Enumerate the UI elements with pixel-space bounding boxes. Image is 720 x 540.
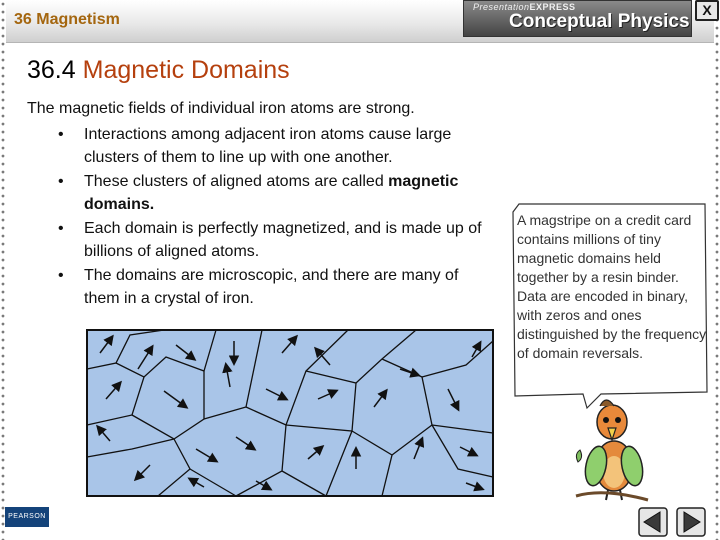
bullet-text: These clusters of aligned atoms are called [84,173,389,190]
close-button[interactable]: X [695,0,719,21]
brand-title: Conceptual Physics [509,11,690,32]
next-slide-button[interactable] [676,507,706,537]
bird-mascot-icon [574,392,650,504]
intro-text: The magnetic fields of individual iron atoms are strong. [27,100,415,117]
left-dotted-border [0,0,6,540]
bullet-item [58,217,494,263]
slide-title-text: Magnetic Domains [82,56,290,84]
bullet-bold-term: magnetic domains. [84,173,459,213]
bullet-marker: • [58,173,64,190]
section-title: 36 Magnetism [14,11,120,28]
bullet-text: Interactions among adjacent iron atoms cause large clusters of them to line up with one another. [84,126,452,166]
bullet-text: Each domain is perfectly magnetized, and is made up of billions of aligned atoms. [84,220,482,260]
header-bar [6,0,714,43]
bullet-list [58,123,494,311]
slide-title [27,56,290,85]
bullet-marker: • [58,220,64,237]
brand-tagline: PresentationEXPRESS [473,2,576,12]
speech-bubble [509,200,711,410]
bullet-text: The domains are microscopic, and there are many of them in a crystal of iron. [84,267,459,307]
speech-bubble-text: A magstripe on a credit card contains millions of tiny magnetic domains held together by a resin binder. Data are encoded in binary, with zeros and ones distinguished by the frequency of domain reversals. [517,212,707,361]
pearson-logo: PEARSON [5,507,49,527]
bullet-item [58,170,494,216]
brand-logo [463,0,692,37]
prev-slide-button[interactable] [638,507,668,537]
slide-title-number: 36.4 [27,56,76,84]
bullet-marker: • [58,126,64,143]
right-dotted-border [714,0,720,540]
bullet-item [58,264,494,310]
magnetic-domains-diagram [86,329,494,497]
bullet-marker: • [58,267,64,284]
bullet-item [58,123,494,169]
